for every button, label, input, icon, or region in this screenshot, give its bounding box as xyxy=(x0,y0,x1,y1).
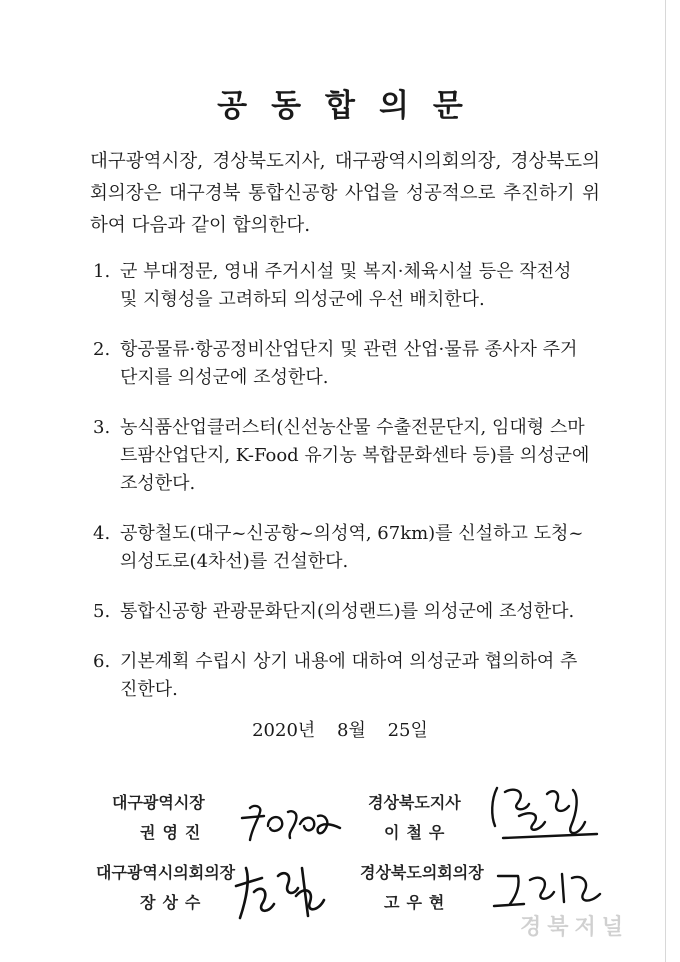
signatory-name: 권영진 xyxy=(140,823,208,842)
item-text: 기본계획 수립시 상기 내용에 대하여 의성군과 협의하여 추진한다. xyxy=(120,651,578,700)
list-item xyxy=(93,336,593,392)
signatory-name: 고우현 xyxy=(384,893,452,912)
signature-image xyxy=(232,856,332,928)
list-item xyxy=(93,648,593,704)
item-number: 2. xyxy=(93,339,111,360)
item-number: 6. xyxy=(93,651,111,672)
date-year: 2020년 xyxy=(252,720,316,741)
signature-image xyxy=(490,866,610,916)
signatory-title: 대구광역시장 xyxy=(112,793,205,812)
item-text: 통합신공항 관광문화단지(의성랜드)를 의성군에 조성한다. xyxy=(120,601,575,622)
date-day: 25일 xyxy=(387,720,428,741)
item-text: 군 부대정문, 영내 주거시설 및 복지·체육시설 등은 작전성 및 지형성을 고려하되 의성군에 우선 배치한다. xyxy=(120,261,572,310)
signatory-title: 대구광역시의회의장 xyxy=(96,863,236,882)
signatory-name: 이철우 xyxy=(384,823,452,842)
page-edge-line xyxy=(665,0,666,962)
signature-image xyxy=(232,798,352,848)
agreement-date xyxy=(0,716,680,742)
item-text: 공항철도(대구~신공항~의성역, 67km)를 신설하고 도청~의성도로(4차선)를 건설한다. xyxy=(120,523,584,572)
item-number: 1. xyxy=(93,261,111,282)
list-item xyxy=(93,414,593,498)
list-item xyxy=(93,520,593,576)
signatory-title: 경상북도지사 xyxy=(368,793,461,812)
document-title: 공동합의문 xyxy=(217,88,487,124)
date-month: 8월 xyxy=(337,720,366,741)
item-number: 5. xyxy=(93,601,111,622)
item-text: 농식품산업클러스터(신선농산물 수출전문단지, 임대형 스마트팜산업단지, K-Food 유기농 복합문화센타 등)를 의성군에 조성한다. xyxy=(120,417,590,494)
item-number: 4. xyxy=(93,523,111,544)
signature-image xyxy=(485,782,605,846)
watermark: 경북저널 xyxy=(520,915,630,940)
agreement-list xyxy=(93,258,593,704)
list-item xyxy=(93,598,593,626)
signatory-title: 경상북도의회의장 xyxy=(360,863,484,882)
item-number: 3. xyxy=(93,417,111,438)
item-text: 항공물류·항공정비산업단지 및 관련 산업·물류 종사자 주거단지를 의성군에 조성한다. xyxy=(120,339,578,388)
list-item xyxy=(93,258,593,314)
intro-paragraph: 대구광역시장, 경상북도지사, 대구광역시의회의장, 경상북도의회의장은 대구경북 통합신공항 사업을 성공적으로 추진하기 위하여 다음과 같이 합의한다. xyxy=(90,151,600,236)
signatory-name: 장상수 xyxy=(140,893,208,912)
